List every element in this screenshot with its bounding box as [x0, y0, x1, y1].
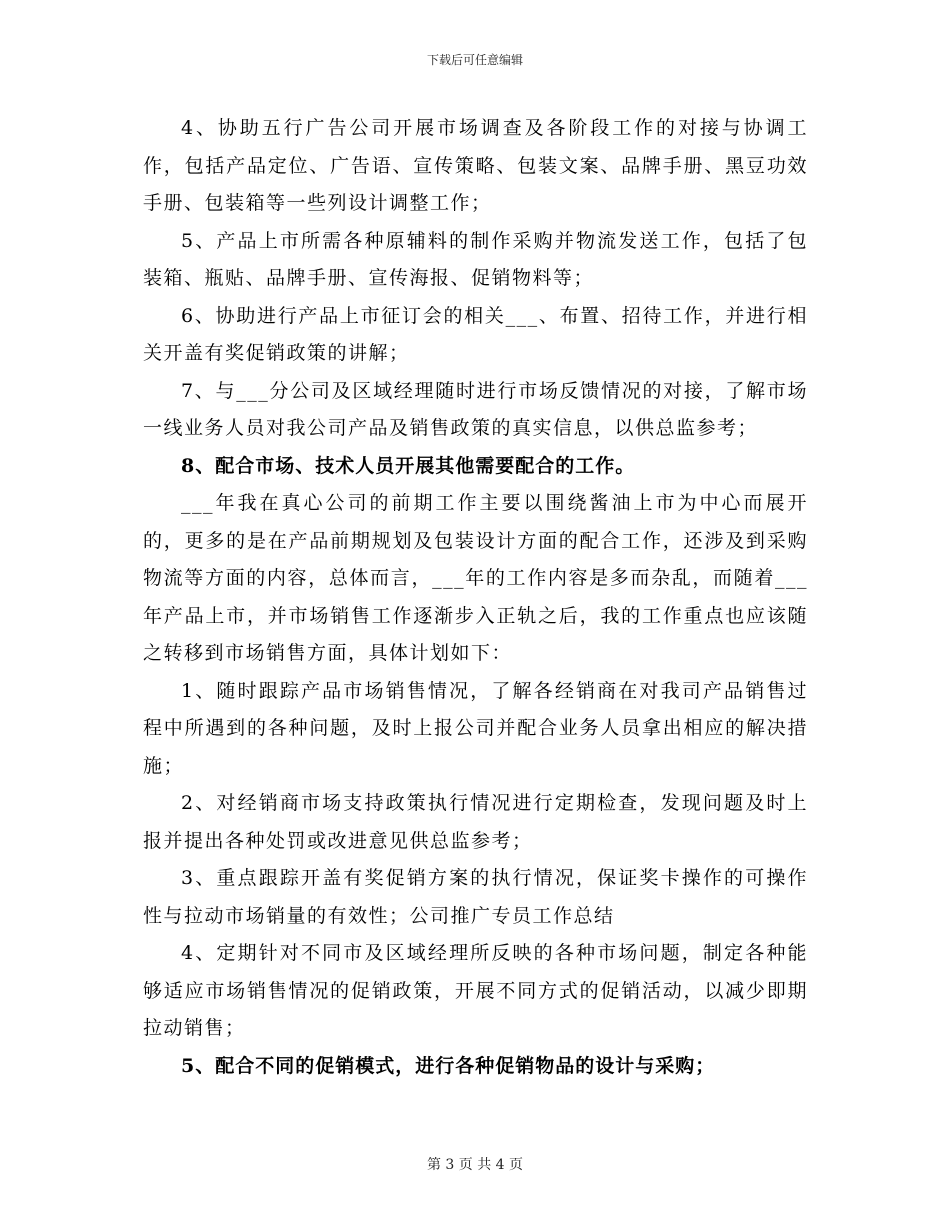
- page-footer: 第 3 页 共 4 页: [426, 1157, 524, 1173]
- paragraph-item-8-other-work: 8、配合市场、技术人员开展其他需要配合的工作。: [181, 454, 636, 477]
- paragraph-plan-4: 4、定期针对不同市及区域经理所反映的各种市场问题，制定各种能够适应市场销售情况的促销政策，开展不同方式的促销活动，以减少即期拉动销售；: [143, 942, 808, 1039]
- paragraph-year-summary: ___年我在真心公司的前期工作主要以围绕酱油上市为中心而展开的，更多的是在产品前期规划及包装设计方面的配合工作，还涉及到采购物流等方面的内容，总体而言，___年的工作内容是多而杂乱，而随着___年产品上市，并市场销售工作逐渐步入正轨之后，我的工作重点也应该随之转移到市场销售方面，具体计划如下：: [143, 492, 808, 664]
- paragraph-plan-5: 5、配合不同的促销模式，进行各种促销物品的设计与采购；: [181, 1054, 716, 1077]
- paragraph-plan-3: 3、重点跟踪开盖有奖促销方案的执行情况，保证奖卡操作的可操作性与拉动市场销量的有效性；公司推广专员工作总结: [143, 867, 808, 927]
- paragraph-plan-1: 1、随时跟踪产品市场销售情况，了解各经销商在对我司产品销售过程中所遇到的各种问题，及时上报公司并配合业务人员拿出相应的解决措施；: [143, 679, 808, 777]
- paragraph-item-5-procurement: 5、产品上市所需各种原辅料的制作采购并物流发送工作，包括了包装箱、瓶贴、品牌手册、宣传海报、促销物料等；: [143, 229, 808, 289]
- paragraph-item-7-market-feedback: 7、与___分公司及区域经理随时进行市场反馈情况的对接，了解市场一线业务人员对我公司产品及销售政策的真实信息，以供总监参考；: [143, 379, 808, 439]
- paragraph-item-6-launch-meeting: 6、协助进行产品上市征订会的相关___、布置、招待工作，并进行相关开盖有奖促销政策的讲解；: [143, 304, 808, 364]
- document-body: [143, 110, 808, 1085]
- page-header: 下载后可任意编辑: [426, 53, 523, 67]
- paragraph-item-4-cooperation: 4、协助五行广告公司开展市场调查及各阶段工作的对接与协调工作，包括产品定位、广告语、宣传策略、包装文案、品牌手册、黑豆功效手册、包装箱等一些列设计调整工作；: [143, 117, 808, 214]
- paragraph-plan-2: 2、对经销商市场支持政策执行情况进行定期检查，发现问题及时上报并提出各种处罚或改进意见供总监参考；: [143, 792, 808, 852]
